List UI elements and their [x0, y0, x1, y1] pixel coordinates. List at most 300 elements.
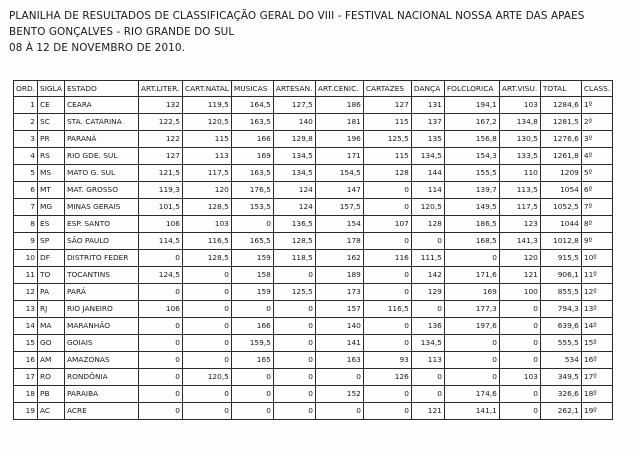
cell-artesan: 0 — [273, 301, 315, 318]
cell-ord: 13 — [14, 301, 38, 318]
cell-art-cenic: 189 — [315, 267, 363, 284]
cell-ord: 10 — [14, 250, 38, 267]
cell-folclorica: 177,3 — [444, 301, 499, 318]
cell-cart-natal: 0 — [182, 301, 231, 318]
cell-ord: 4 — [14, 148, 38, 165]
table-row — [14, 233, 613, 250]
cell-musicas: 176,5 — [231, 182, 273, 199]
cell-artesan: 129,8 — [273, 131, 315, 148]
column-header-cartazes: CARTAZES — [363, 81, 411, 97]
cell-danca: 131 — [411, 97, 444, 114]
cell-art-cenic: 157 — [315, 301, 363, 318]
cell-folclorica: 0 — [444, 250, 499, 267]
cell-art-cenic: 154,5 — [315, 165, 363, 182]
cell-ord: 5 — [14, 165, 38, 182]
cell-art-visu: 0 — [499, 318, 540, 335]
cell-artesan: 125,5 — [273, 284, 315, 301]
cell-ord: 18 — [14, 386, 38, 403]
cell-art-visu: 0 — [499, 335, 540, 352]
cell-art-cenic: 181 — [315, 114, 363, 131]
cell-art-liter: 0 — [138, 403, 182, 420]
cell-artesan: 136,5 — [273, 216, 315, 233]
cell-art-liter: 101,5 — [138, 199, 182, 216]
cell-estado: MAT. GROSSO — [64, 182, 138, 199]
cell-art-liter: 122 — [138, 131, 182, 148]
cell-sigla: MS — [38, 165, 65, 182]
cell-cart-natal: 120,5 — [182, 369, 231, 386]
cell-cart-natal: 113 — [182, 148, 231, 165]
cell-class: 13º — [581, 301, 612, 318]
cell-sigla: CE — [38, 97, 65, 114]
cell-estado: TOCANTINS — [64, 267, 138, 284]
cell-art-visu: 123 — [499, 216, 540, 233]
cell-art-visu: 117,5 — [499, 199, 540, 216]
table-row — [14, 182, 613, 199]
cell-art-liter: 114,5 — [138, 233, 182, 250]
cell-cart-natal: 0 — [182, 284, 231, 301]
cell-art-visu: 113,5 — [499, 182, 540, 199]
cell-estado: MARANHÃO — [64, 318, 138, 335]
cell-cartazes: 115 — [363, 148, 411, 165]
cell-artesan: 0 — [273, 318, 315, 335]
cell-cart-natal: 128,5 — [182, 250, 231, 267]
cell-class: 2º — [581, 114, 612, 131]
cell-total: 555,5 — [540, 335, 581, 352]
cell-artesan: 127,5 — [273, 97, 315, 114]
cell-ord: 17 — [14, 369, 38, 386]
cell-ord: 1 — [14, 97, 38, 114]
cell-musicas: 0 — [231, 386, 273, 403]
cell-total: 906,1 — [540, 267, 581, 284]
cell-class: 15º — [581, 335, 612, 352]
cell-danca: 111,5 — [411, 250, 444, 267]
column-header-sigla: SIGLA — [38, 81, 65, 97]
cell-art-liter: 0 — [138, 352, 182, 369]
cell-folclorica: 141,1 — [444, 403, 499, 420]
cell-art-liter: 0 — [138, 335, 182, 352]
column-header-estado: ESTADO — [64, 81, 138, 97]
cell-folclorica: 139,7 — [444, 182, 499, 199]
cell-total: 1052,5 — [540, 199, 581, 216]
cell-total: 349,5 — [540, 369, 581, 386]
cell-sigla: DF — [38, 250, 65, 267]
cell-ord: 12 — [14, 284, 38, 301]
cell-class: 12º — [581, 284, 612, 301]
cell-sigla: RJ — [38, 301, 65, 318]
cell-art-cenic: 147 — [315, 182, 363, 199]
cell-cartazes: 0 — [363, 318, 411, 335]
cell-class: 10º — [581, 250, 612, 267]
cell-art-cenic: 186 — [315, 97, 363, 114]
column-header-art-cenic: ART.CENIC. — [315, 81, 363, 97]
cell-art-liter: 0 — [138, 386, 182, 403]
cell-art-cenic: 178 — [315, 233, 363, 250]
cell-ord: 9 — [14, 233, 38, 250]
cell-artesan: 134,5 — [273, 148, 315, 165]
cell-art-cenic: 163 — [315, 352, 363, 369]
cell-total: 1284,6 — [540, 97, 581, 114]
cell-art-visu: 110 — [499, 165, 540, 182]
cell-danca: 0 — [411, 301, 444, 318]
cell-art-cenic: 171 — [315, 148, 363, 165]
cell-class: 19º — [581, 403, 612, 420]
cell-estado: ACRE — [64, 403, 138, 420]
cell-musicas: 166 — [231, 131, 273, 148]
cell-folclorica: 171,6 — [444, 267, 499, 284]
cell-total: 1044 — [540, 216, 581, 233]
cell-cart-natal: 119,5 — [182, 97, 231, 114]
cell-cart-natal: 0 — [182, 318, 231, 335]
cell-artesan: 0 — [273, 267, 315, 284]
table-row — [14, 250, 613, 267]
table-row — [14, 403, 613, 420]
cell-total: 1261,8 — [540, 148, 581, 165]
cell-artesan: 0 — [273, 352, 315, 369]
cell-ord: 11 — [14, 267, 38, 284]
cell-ord: 2 — [14, 114, 38, 131]
cell-musicas: 163,5 — [231, 114, 273, 131]
cell-art-cenic: 173 — [315, 284, 363, 301]
cell-art-visu: 0 — [499, 352, 540, 369]
cell-artesan: 124 — [273, 182, 315, 199]
cell-class: 6º — [581, 182, 612, 199]
cell-class: 18º — [581, 386, 612, 403]
cell-folclorica: 155,5 — [444, 165, 499, 182]
cell-musicas: 164,5 — [231, 97, 273, 114]
cell-ord: 14 — [14, 318, 38, 335]
cell-danca: 128 — [411, 216, 444, 233]
cell-danca: 144 — [411, 165, 444, 182]
table-row — [14, 148, 613, 165]
cell-musicas: 0 — [231, 369, 273, 386]
cell-cart-natal: 0 — [182, 352, 231, 369]
cell-art-visu: 0 — [499, 386, 540, 403]
cell-sigla: MA — [38, 318, 65, 335]
table-row — [14, 216, 613, 233]
cell-art-visu: 103 — [499, 97, 540, 114]
cell-class: 1º — [581, 97, 612, 114]
cell-danca: 135 — [411, 131, 444, 148]
cell-folclorica: 174,6 — [444, 386, 499, 403]
cell-art-liter: 124,5 — [138, 267, 182, 284]
cell-total: 794,3 — [540, 301, 581, 318]
cell-cart-natal: 103 — [182, 216, 231, 233]
cell-art-cenic: 152 — [315, 386, 363, 403]
cell-art-visu: 0 — [499, 403, 540, 420]
cell-art-cenic: 162 — [315, 250, 363, 267]
table-row — [14, 318, 613, 335]
cell-estado: AMAZONAS — [64, 352, 138, 369]
column-header-ord: ORD. — [14, 81, 38, 97]
cell-musicas: 165 — [231, 352, 273, 369]
cell-cartazes: 0 — [363, 182, 411, 199]
cell-art-cenic: 154 — [315, 216, 363, 233]
cell-cartazes: 125,5 — [363, 131, 411, 148]
cell-folclorica: 0 — [444, 352, 499, 369]
cell-estado: STA. CATARINA — [64, 114, 138, 131]
cell-ord: 8 — [14, 216, 38, 233]
cell-folclorica: 186,5 — [444, 216, 499, 233]
cell-art-liter: 127 — [138, 148, 182, 165]
cell-art-liter: 122,5 — [138, 114, 182, 131]
cell-folclorica: 197,6 — [444, 318, 499, 335]
column-header-total: TOTAL — [540, 81, 581, 97]
cell-sigla: SP — [38, 233, 65, 250]
cell-cart-natal: 0 — [182, 267, 231, 284]
cell-art-liter: 132 — [138, 97, 182, 114]
cell-cart-natal: 120,5 — [182, 114, 231, 131]
cell-danca: 0 — [411, 369, 444, 386]
cell-cart-natal: 116,5 — [182, 233, 231, 250]
cell-danca: 114 — [411, 182, 444, 199]
cell-art-liter: 0 — [138, 250, 182, 267]
cell-artesan: 0 — [273, 335, 315, 352]
cell-estado: PARANÁ — [64, 131, 138, 148]
column-header-cart-natal: CART.NATAL — [182, 81, 231, 97]
column-header-danca: DANÇA — [411, 81, 444, 97]
cell-total: 326,6 — [540, 386, 581, 403]
cell-sigla: AC — [38, 403, 65, 420]
cell-ord: 19 — [14, 403, 38, 420]
cell-art-visu: 133,5 — [499, 148, 540, 165]
cell-sigla: AM — [38, 352, 65, 369]
table-row — [14, 386, 613, 403]
cell-art-visu: 100 — [499, 284, 540, 301]
cell-cartazes: 93 — [363, 352, 411, 369]
cell-cartazes: 127 — [363, 97, 411, 114]
column-header-musicas: MUSICAS — [231, 81, 273, 97]
cell-cartazes: 116 — [363, 250, 411, 267]
cell-musicas: 158 — [231, 267, 273, 284]
cell-ord: 7 — [14, 199, 38, 216]
cell-sigla: GO — [38, 335, 65, 352]
cell-sigla: RO — [38, 369, 65, 386]
cell-sigla: ES — [38, 216, 65, 233]
cell-folclorica: 154,3 — [444, 148, 499, 165]
cell-estado: DISTRITO FEDER — [64, 250, 138, 267]
cell-sigla: MT — [38, 182, 65, 199]
cell-sigla: TO — [38, 267, 65, 284]
event-dates: 08 À 12 DE NOVEMBRO DE 2010. — [9, 42, 185, 54]
cell-danca: 120,5 — [411, 199, 444, 216]
cell-class: 9º — [581, 233, 612, 250]
cell-artesan: 134,5 — [273, 165, 315, 182]
cell-ord: 16 — [14, 352, 38, 369]
cell-danca: 142 — [411, 267, 444, 284]
cell-musicas: 0 — [231, 301, 273, 318]
cell-artesan: 118,5 — [273, 250, 315, 267]
cell-folclorica: 168,5 — [444, 233, 499, 250]
cell-cartazes: 128 — [363, 165, 411, 182]
cell-cartazes: 115 — [363, 114, 411, 131]
cell-folclorica: 156,8 — [444, 131, 499, 148]
cell-cartazes: 0 — [363, 386, 411, 403]
cell-cart-natal: 0 — [182, 335, 231, 352]
cell-art-visu: 0 — [499, 301, 540, 318]
cell-folclorica: 169 — [444, 284, 499, 301]
cell-ord: 6 — [14, 182, 38, 199]
cell-danca: 134,5 — [411, 335, 444, 352]
table-row — [14, 301, 613, 318]
column-header-art-liter: ART.LITER. — [138, 81, 182, 97]
cell-art-visu: 134,8 — [499, 114, 540, 131]
cell-estado: RIO JANEIRO — [64, 301, 138, 318]
cell-cart-natal: 117,5 — [182, 165, 231, 182]
cell-artesan: 128,5 — [273, 233, 315, 250]
cell-art-visu: 141,3 — [499, 233, 540, 250]
cell-art-liter: 0 — [138, 369, 182, 386]
table-row — [14, 369, 613, 386]
cell-sigla: PR — [38, 131, 65, 148]
table-row — [14, 199, 613, 216]
cell-sigla: PB — [38, 386, 65, 403]
cell-folclorica: 167,2 — [444, 114, 499, 131]
cell-danca: 0 — [411, 233, 444, 250]
cell-danca: 129 — [411, 284, 444, 301]
results-table — [13, 80, 613, 420]
cell-estado: MINAS GERAIS — [64, 199, 138, 216]
table-row — [14, 131, 613, 148]
cell-cartazes: 0 — [363, 199, 411, 216]
cell-cartazes: 0 — [363, 233, 411, 250]
cell-danca: 134,5 — [411, 148, 444, 165]
cell-class: 16º — [581, 352, 612, 369]
cell-cartazes: 0 — [363, 403, 411, 420]
cell-cartazes: 107 — [363, 216, 411, 233]
cell-cartazes: 0 — [363, 267, 411, 284]
cell-musicas: 166 — [231, 318, 273, 335]
cell-art-cenic: 140 — [315, 318, 363, 335]
cell-total: 534 — [540, 352, 581, 369]
table-row — [14, 97, 613, 114]
cell-estado: SÃO PAULO — [64, 233, 138, 250]
cell-musicas: 159,5 — [231, 335, 273, 352]
cell-folclorica: 194,1 — [444, 97, 499, 114]
cell-estado: RONDÔNIA — [64, 369, 138, 386]
cell-cart-natal: 128,5 — [182, 199, 231, 216]
cell-art-cenic: 0 — [315, 369, 363, 386]
cell-total: 915,5 — [540, 250, 581, 267]
cell-art-liter: 0 — [138, 284, 182, 301]
cell-art-liter: 106 — [138, 301, 182, 318]
cell-class: 7º — [581, 199, 612, 216]
cell-artesan: 0 — [273, 386, 315, 403]
cell-ord: 15 — [14, 335, 38, 352]
cell-class: 11º — [581, 267, 612, 284]
cell-art-visu: 121 — [499, 267, 540, 284]
cell-musicas: 159 — [231, 250, 273, 267]
event-location: BENTO GONÇALVES - RIO GRANDE DO SUL — [9, 26, 235, 38]
cell-artesan: 0 — [273, 369, 315, 386]
column-header-class: CLASS. — [581, 81, 612, 97]
cell-class: 3º — [581, 131, 612, 148]
cell-art-liter: 106 — [138, 216, 182, 233]
cell-cart-natal: 120 — [182, 182, 231, 199]
cell-art-visu: 120 — [499, 250, 540, 267]
cell-estado: PARAIBA — [64, 386, 138, 403]
cell-musicas: 153,5 — [231, 199, 273, 216]
cell-cartazes: 0 — [363, 335, 411, 352]
cell-sigla: PA — [38, 284, 65, 301]
cell-cartazes: 0 — [363, 284, 411, 301]
cell-class: 14º — [581, 318, 612, 335]
table-row — [14, 335, 613, 352]
cell-artesan: 140 — [273, 114, 315, 131]
cell-musicas: 163,5 — [231, 165, 273, 182]
cell-danca: 113 — [411, 352, 444, 369]
header-row — [14, 81, 613, 97]
cell-danca: 136 — [411, 318, 444, 335]
cell-total: 1276,6 — [540, 131, 581, 148]
cell-art-cenic: 0 — [315, 403, 363, 420]
cell-class: 8º — [581, 216, 612, 233]
cell-total: 1281,5 — [540, 114, 581, 131]
cell-artesan: 0 — [273, 403, 315, 420]
cell-class: 17º — [581, 369, 612, 386]
cell-art-liter: 0 — [138, 318, 182, 335]
table-row — [14, 284, 613, 301]
cell-cart-natal: 0 — [182, 403, 231, 420]
sheet-title: PLANILHA DE RESULTADOS DE CLASSIFICAÇÃO GERAL DO VIII - FESTIVAL NACIONAL NOSSA ARTE DAS APAES — [9, 10, 585, 22]
cell-total: 1054 — [540, 182, 581, 199]
cell-estado: MATO G. SUL — [64, 165, 138, 182]
cell-estado: RIO GDE. SUL — [64, 148, 138, 165]
cell-art-visu: 130,5 — [499, 131, 540, 148]
cell-sigla: MG — [38, 199, 65, 216]
cell-ord: 3 — [14, 131, 38, 148]
table-row — [14, 267, 613, 284]
table-row — [14, 114, 613, 131]
cell-total: 855,5 — [540, 284, 581, 301]
table-row — [14, 165, 613, 182]
cell-art-cenic: 141 — [315, 335, 363, 352]
cell-cart-natal: 0 — [182, 386, 231, 403]
cell-sigla: SC — [38, 114, 65, 131]
cell-cart-natal: 115 — [182, 131, 231, 148]
cell-total: 1012,8 — [540, 233, 581, 250]
cell-art-liter: 119,3 — [138, 182, 182, 199]
cell-musicas: 165,5 — [231, 233, 273, 250]
column-header-folclorica: FOLCLORICA — [444, 81, 499, 97]
cell-musicas: 159 — [231, 284, 273, 301]
cell-musicas: 0 — [231, 403, 273, 420]
table-row — [14, 352, 613, 369]
cell-total: 1209 — [540, 165, 581, 182]
cell-musicas: 0 — [231, 216, 273, 233]
cell-estado: CEARA — [64, 97, 138, 114]
cell-folclorica: 149,5 — [444, 199, 499, 216]
cell-estado: ESP. SANTO — [64, 216, 138, 233]
cell-sigla: RS — [38, 148, 65, 165]
cell-total: 262,1 — [540, 403, 581, 420]
cell-danca: 137 — [411, 114, 444, 131]
cell-estado: PARÁ — [64, 284, 138, 301]
cell-estado: GOIAIS — [64, 335, 138, 352]
cell-artesan: 124 — [273, 199, 315, 216]
cell-danca: 0 — [411, 386, 444, 403]
cell-danca: 121 — [411, 403, 444, 420]
column-header-artesan: ARTESAN. — [273, 81, 315, 97]
cell-cartazes: 126 — [363, 369, 411, 386]
cell-art-cenic: 157,5 — [315, 199, 363, 216]
cell-art-liter: 121,5 — [138, 165, 182, 182]
cell-total: 639,6 — [540, 318, 581, 335]
cell-folclorica: 0 — [444, 335, 499, 352]
cell-folclorica: 0 — [444, 369, 499, 386]
cell-class: 4º — [581, 148, 612, 165]
cell-cartazes: 116,5 — [363, 301, 411, 318]
cell-musicas: 169 — [231, 148, 273, 165]
